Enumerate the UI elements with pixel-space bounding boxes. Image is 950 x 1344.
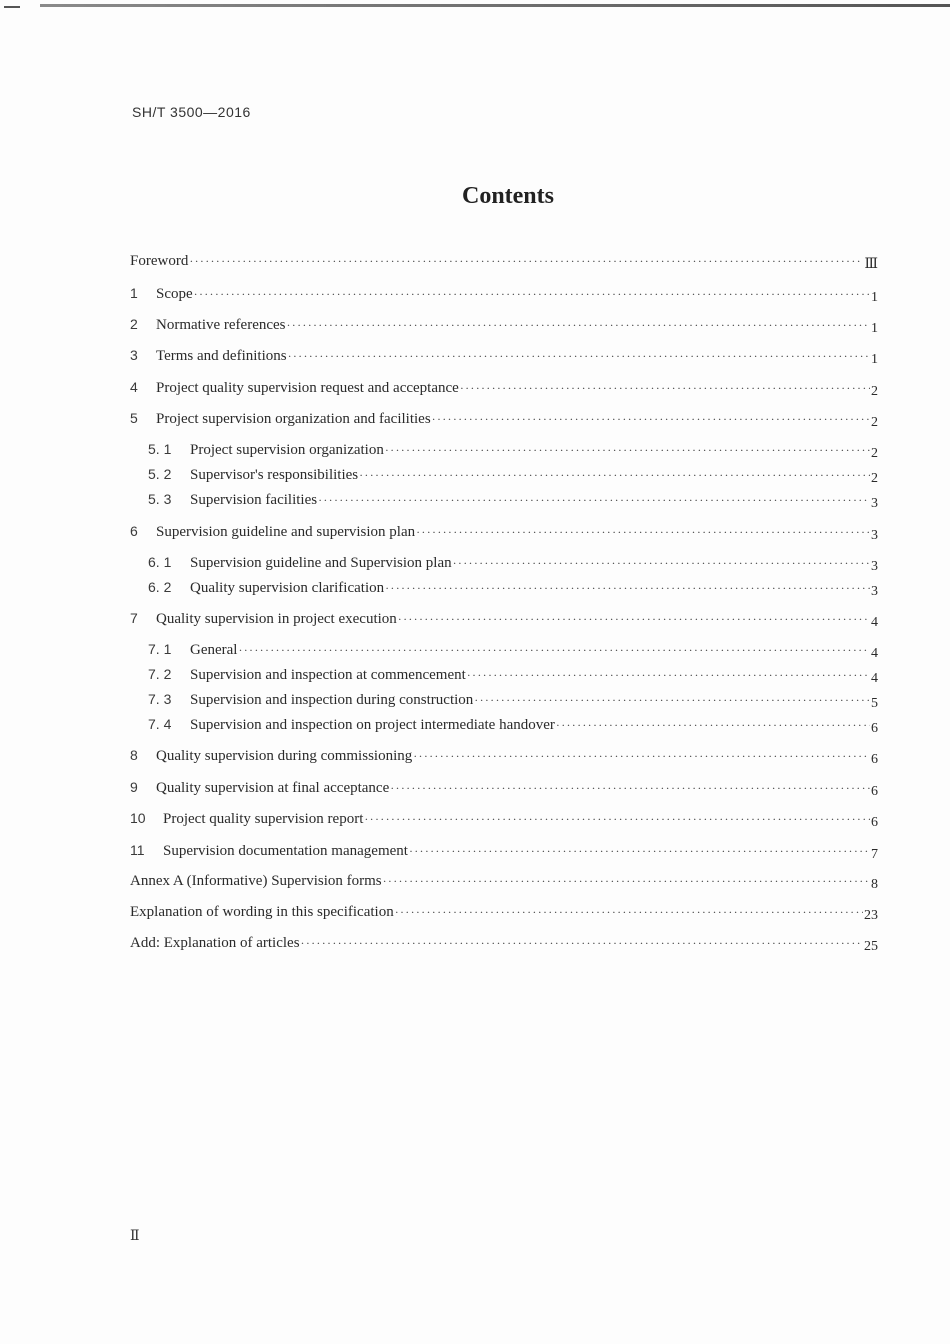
dot-leader	[318, 489, 870, 511]
toc-entry-title: Quality supervision during commissioning	[156, 748, 413, 764]
footer-page-number: Ⅱ	[130, 1229, 140, 1244]
toc-entry-number: 9	[130, 779, 138, 795]
dot-leader	[467, 664, 870, 686]
toc-entry-title: Supervision and inspection during construction	[190, 692, 474, 708]
toc-entry-title: Add: Explanation of articles	[130, 935, 300, 951]
toc-entry-foreword[interactable]	[130, 250, 878, 272]
toc-page-number: 5	[871, 696, 878, 711]
dot-leader	[390, 777, 870, 799]
toc-entry-title: Project supervision organization and facilities	[156, 411, 431, 427]
dot-leader	[398, 608, 870, 630]
dot-leader	[359, 464, 870, 486]
toc-entry-number: 6	[130, 523, 138, 539]
toc-entry-number: 6. 2	[148, 579, 172, 595]
scan-edge-line	[40, 4, 950, 7]
toc-entry-number: 4	[130, 379, 138, 395]
dot-leader	[385, 439, 870, 461]
toc-entry-number: 5. 1	[148, 441, 172, 457]
dot-leader	[409, 840, 870, 862]
toc-entry-title: Supervisor's responsibilities	[190, 467, 359, 483]
dot-leader	[301, 932, 863, 954]
dot-leader	[189, 250, 863, 272]
dot-leader	[287, 314, 870, 336]
toc-entry-title: Supervision facilities	[190, 492, 318, 508]
toc-entry-number: 5. 3	[148, 491, 172, 507]
toc-entry-6-2[interactable]	[130, 576, 878, 598]
toc-entry-title: Quality supervision at final acceptance	[156, 780, 390, 796]
toc-page-number: 8	[871, 877, 878, 892]
toc-entry-title: Quality supervision in project execution	[156, 611, 397, 627]
toc-entry-11[interactable]	[130, 839, 878, 861]
dot-leader	[413, 745, 870, 767]
toc-entry-title: Project quality supervision report	[163, 811, 364, 827]
toc-page-number: 6	[871, 721, 878, 736]
dot-leader	[364, 808, 870, 830]
toc-entry-title: Normative references	[156, 317, 286, 333]
toc-page-number: 1	[871, 290, 878, 305]
toc-page-number: 7	[871, 847, 878, 862]
dot-leader	[416, 521, 870, 543]
dot-leader	[453, 552, 870, 574]
toc-page-number: 3	[871, 559, 878, 574]
scan-mark	[4, 6, 20, 8]
toc-entry-explanation-of-wording[interactable]	[130, 901, 878, 923]
toc-entry-title: Supervision and inspection on project intermediate handover	[190, 717, 555, 733]
toc-entry-number: 5. 2	[148, 466, 172, 482]
toc-entry-title: Supervision guideline and supervision plan	[156, 524, 416, 540]
toc-entry-number: 7. 3	[148, 691, 172, 707]
dot-leader	[432, 408, 870, 430]
toc-page-number: 23	[864, 908, 878, 923]
toc-entry-1[interactable]	[130, 282, 878, 304]
toc-entry-title: Supervision guideline and Supervision plan	[190, 555, 452, 571]
toc-entry-number: 7. 4	[148, 716, 172, 732]
toc-entry-5-1[interactable]	[130, 438, 878, 460]
toc-page-number: 4	[871, 671, 878, 686]
toc-entry-title: Quality supervision clarification	[190, 580, 385, 596]
toc-entry-8[interactable]	[130, 744, 878, 766]
toc-entry-title: Annex A (Informative) Supervision forms	[130, 873, 382, 889]
toc-entry-5-2[interactable]	[130, 463, 878, 485]
page-title: Contents	[461, 183, 554, 209]
toc-page-number: 4	[871, 646, 878, 661]
document-code: SH/T 3500—2016	[132, 104, 251, 120]
toc-entry-annex-a[interactable]	[130, 870, 878, 892]
toc-entry-title: Foreword	[130, 253, 189, 269]
toc-entry-title: Project quality supervision request and acceptance	[156, 380, 459, 396]
toc-page-number: 4	[871, 615, 878, 630]
toc-entry-title: Supervision documentation management	[163, 843, 408, 859]
toc-entry-number: 7	[130, 610, 138, 626]
toc-entry-number: 7. 2	[148, 666, 172, 682]
toc-page-number: 1	[871, 352, 878, 367]
toc-entry-2[interactable]	[130, 313, 878, 335]
toc-page-number: 2	[871, 384, 878, 399]
toc-entry-title: Terms and definitions	[156, 348, 287, 364]
toc-entry-5[interactable]	[130, 407, 878, 429]
toc-entry-7-1[interactable]	[130, 638, 878, 660]
toc-page-number: 2	[871, 415, 878, 430]
toc-page-number: 6	[871, 752, 878, 767]
toc-entry-number: 1	[130, 285, 138, 301]
toc-entry-title: Scope	[156, 286, 193, 302]
toc-entry-6-1[interactable]	[130, 551, 878, 573]
dot-leader	[556, 714, 870, 736]
toc-page-number: Ⅲ	[864, 257, 878, 272]
toc-page-number: 2	[871, 471, 878, 486]
toc-entry-number: 2	[130, 316, 138, 332]
toc-entry-7-4[interactable]	[130, 713, 878, 735]
toc-entry-7-3[interactable]	[130, 688, 878, 710]
dot-leader	[288, 345, 870, 367]
toc-entry-number: 10	[130, 810, 146, 826]
toc-entry-5-3[interactable]	[130, 488, 878, 510]
toc-entry-7-2[interactable]	[130, 663, 878, 685]
dot-leader	[474, 689, 870, 711]
toc-page-number: 3	[871, 496, 878, 511]
toc-entry-number: 6. 1	[148, 554, 172, 570]
toc-entry-title: Explanation of wording in this specification	[130, 904, 394, 920]
dot-leader	[238, 639, 870, 661]
toc-page-number: 1	[871, 321, 878, 336]
toc-entry-9[interactable]	[130, 776, 878, 798]
dot-leader	[395, 901, 863, 923]
toc-entry-title: Supervision and inspection at commencement	[190, 667, 466, 683]
toc-entry-title: Project supervision organization	[190, 442, 384, 458]
toc-page-number: 25	[864, 939, 878, 954]
toc-entry-number: 8	[130, 747, 138, 763]
toc-entry-explanation-of-articles[interactable]	[130, 932, 878, 954]
toc-page-number: 3	[871, 528, 878, 543]
toc-page-number: 3	[871, 584, 878, 599]
toc-page-number: 2	[871, 446, 878, 461]
toc-entry-number: 11	[130, 842, 145, 858]
toc-page-number: 6	[871, 784, 878, 799]
toc-entry-number: 3	[130, 347, 138, 363]
toc-entry-4[interactable]	[130, 376, 878, 398]
dot-leader	[385, 577, 870, 599]
toc-page-number: 6	[871, 815, 878, 830]
dot-leader	[383, 870, 870, 892]
dot-leader	[194, 283, 870, 305]
toc-entry-6[interactable]	[130, 520, 878, 542]
dot-leader	[460, 377, 870, 399]
toc-entry-10[interactable]	[130, 807, 878, 829]
toc-entry-3[interactable]	[130, 344, 878, 366]
toc-entry-number: 7. 1	[148, 641, 172, 657]
toc-entry-number: 5	[130, 410, 138, 426]
toc-entry-7[interactable]	[130, 607, 878, 629]
toc-entry-title: General	[190, 642, 238, 658]
